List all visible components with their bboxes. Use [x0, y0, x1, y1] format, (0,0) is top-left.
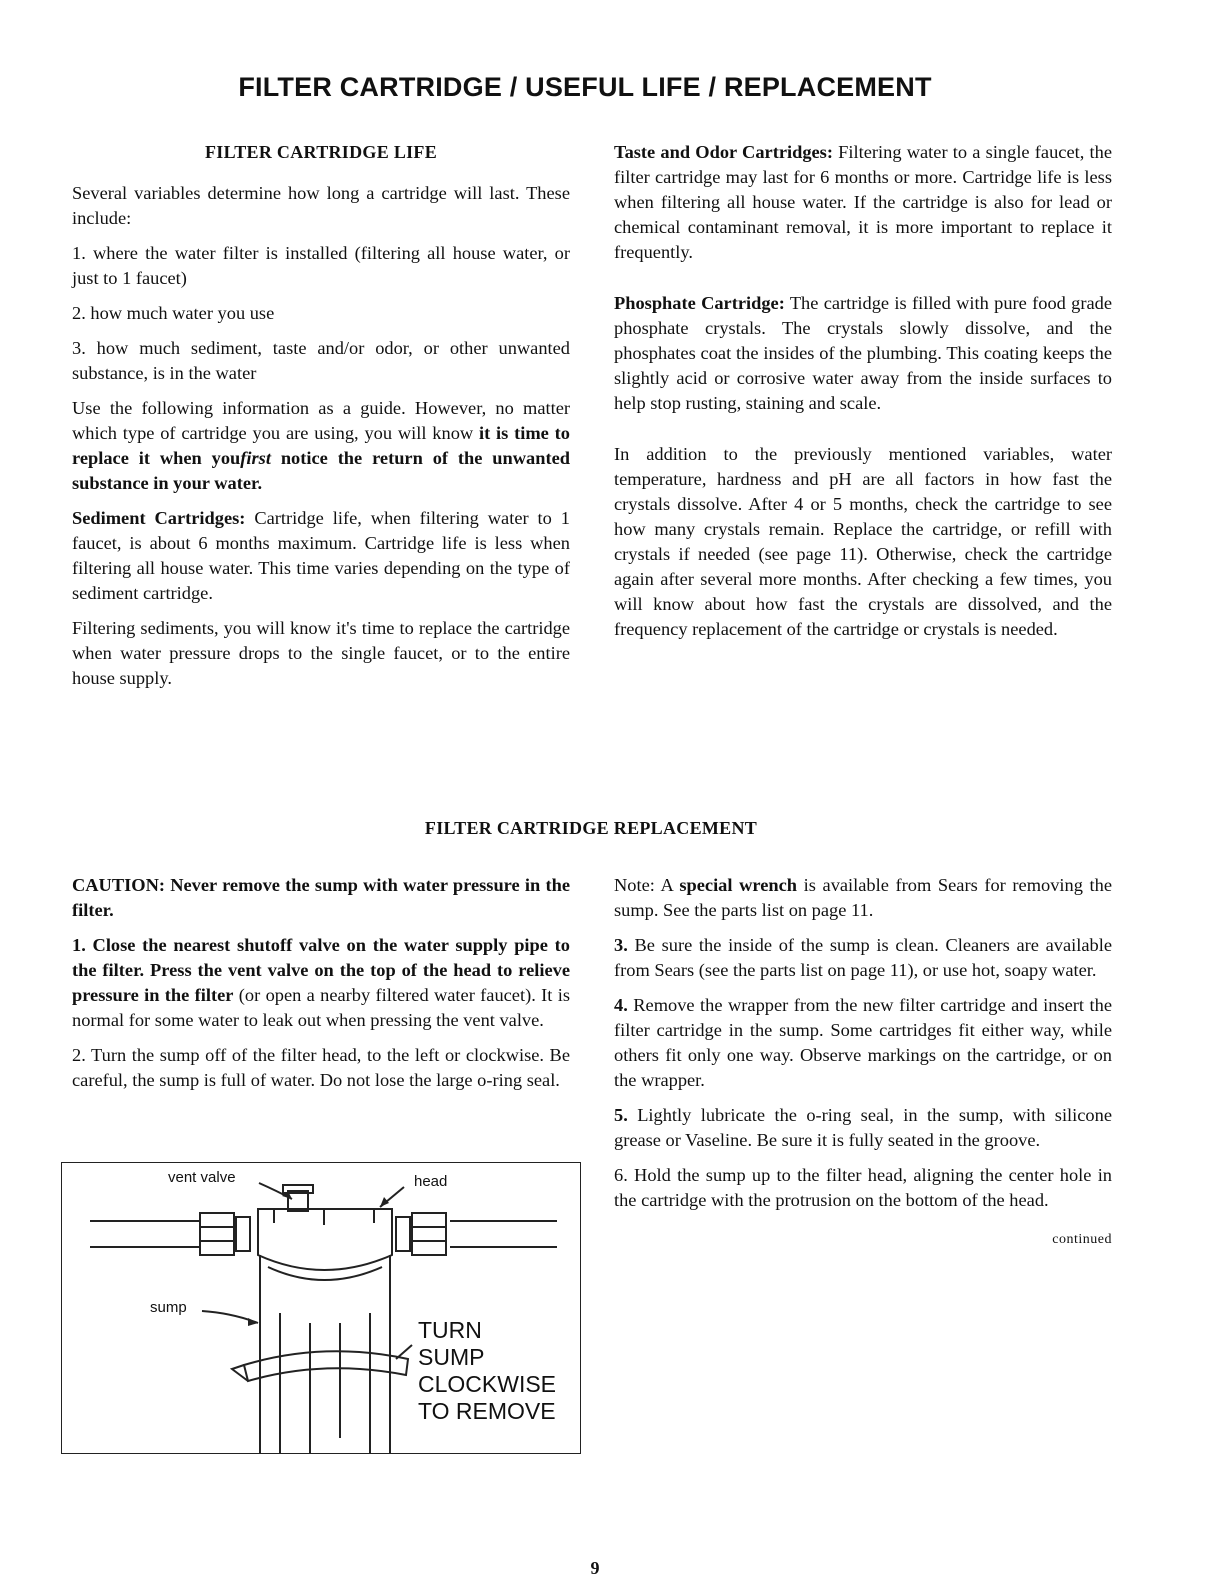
life-item-3: 3. how much sediment, taste and/or odor, or other unwanted substance, is in the water	[72, 338, 570, 383]
note-bold: special wrench	[679, 875, 798, 895]
sediment-paragraph	[72, 506, 570, 606]
replacement-heading: FILTER CARTRIDGE REPLACEMENT	[424, 818, 758, 838]
step-5	[614, 1103, 1112, 1153]
step-3-text: Be sure the inside of the sump is clean. Cleaners are available from Sears (see the parts list on page 11), or use hot, soapy water.	[614, 935, 1112, 980]
guide-bold-italic: first	[240, 448, 271, 468]
step-3	[614, 933, 1112, 983]
turn-line-2: SUMP	[418, 1344, 485, 1370]
step-1-text: (or open a nearby filtered water faucet). It is normal for some water to leak out when pressing the vent valve.	[72, 985, 570, 1030]
caution	[72, 873, 570, 923]
guide-bold-b: notice the return of the unwanted substance in your water.	[72, 448, 570, 493]
life-item-1: 1. where the water filter is installed (filtering all house water, or just to 1 faucet)	[72, 243, 570, 288]
step-6-text: Hold the sump up to the filter head, aligning the center hole in the cartridge with the protrusion on the bottom of the head.	[614, 1165, 1112, 1210]
step-6-num: 6.	[614, 1165, 628, 1185]
life-guide	[72, 396, 570, 496]
taste-paragraph	[614, 140, 1112, 265]
step-2	[72, 1043, 570, 1093]
label-vent-valve: vent valve	[168, 1169, 236, 1186]
turn-line-1: TURN	[418, 1317, 482, 1343]
step-2-text: Turn the sump off of the filter head, to the left or clockwise. Be careful, the sump is full of water. Do not lose the large o-ring seal.	[72, 1045, 570, 1090]
step-5-num: 5.	[614, 1105, 628, 1125]
sediment-text: Cartridge life, when filtering water to 1 faucet, is about 6 months maximum. Cartridge life is less when filtering all house water. This time varies depending on the type of sediment cartridge.	[72, 508, 570, 603]
phosphate-text: The cartridge is filled with pure food grade phosphate crystals. The crystals slowly dissolve, and the phosphates coat the insides of the plumbing. This coating keeps the slightly acid or corrosive water away from the inside surfaces to help stop rusting, staining and scale.	[614, 293, 1112, 413]
page-number: 9	[590, 1558, 600, 1578]
step-1-bold: 1. Close the nearest shutoff valve on the water supply pipe to the filter. Press the vent valve on the top of the head to relieve pressure in the filter	[72, 935, 570, 1005]
life-item-2: 2. how much water you use	[72, 303, 275, 323]
life-heading: FILTER CARTRIDGE LIFE	[204, 142, 438, 162]
replacement-right-column	[614, 873, 1112, 1252]
guide-bold-a: it is time to replace it when you	[72, 423, 570, 468]
additional-paragraph: In addition to the previously mentioned variables, water temperature, hardness and pH are all factors in how fast the crystals dissolve. After 4 or 5 months, check the cartridge to see how many crystals remain. Replace the cartridge, or refill with crystals if needed (see page 11). Otherwise, check the cartridge again after several more months. After checking a few times, you will know about how fast the crystals are dissolved, and the frequency replacement of the cartridge or crystals is needed.	[614, 444, 1112, 639]
step-2-num: 2.	[72, 1045, 86, 1065]
taste-text: Filtering water to a single faucet, the filter cartridge may last for 6 months or more. Cartridge life is less when filtering all house water. If the cartridge is also for lead or chemical contaminant removal, it is more important to replace it frequently.	[614, 142, 1113, 262]
turn-instruction	[418, 1317, 556, 1425]
step-1	[72, 933, 570, 1033]
page-title: FILTER CARTRIDGE / USEFUL LIFE / REPLACEMENT	[238, 72, 932, 102]
turn-line-3: CLOCKWISE	[418, 1371, 557, 1397]
step-4	[614, 993, 1112, 1093]
taste-label: Taste and Odor Cartridges:	[614, 142, 833, 162]
note-text-a: Note: A	[614, 875, 680, 895]
sump-diagram	[61, 1162, 581, 1454]
step-4-text: Remove the wrapper from the new filter cartridge and insert the filter cartridge in the sump. Some cartridges fit either way, while others fit only one way. Observe markings on the cartridge, or on the wrapper.	[614, 995, 1112, 1090]
life-intro: Several variables determine how long a cartridge will last. These include:	[72, 183, 570, 228]
step-3-num: 3.	[614, 935, 628, 955]
note-text-b: is available from Sears for removing the sump. See the parts list on page 11.	[614, 875, 1112, 920]
label-sump: sump	[150, 1299, 187, 1316]
step-4-num: 4.	[614, 995, 628, 1015]
label-head: head	[414, 1173, 448, 1190]
sediment-label: Sediment Cartridges:	[72, 508, 246, 528]
sediment-pressure: Filtering sediments, you will know it's time to replace the cartridge when water pressure drops to the single faucet, or to the entire house supply.	[72, 618, 570, 688]
life-left-column	[72, 140, 570, 701]
step-5-text: Lightly lubricate the o-ring seal, in the sump, with silicone grease or Vaseline. Be sure it is fully seated in the groove.	[614, 1105, 1112, 1150]
phosphate-paragraph	[614, 291, 1112, 416]
continued-note: continued	[1052, 1232, 1112, 1247]
phosphate-label: Phosphate Cartridge:	[614, 293, 785, 313]
life-right-column	[614, 140, 1112, 652]
guide-text: Use the following information as a guide. However, no matter which type of cartridge you are using, you will know	[72, 398, 570, 443]
replacement-left-column	[72, 873, 570, 1103]
step-6	[614, 1163, 1112, 1213]
turn-line-4: TO REMOVE	[418, 1398, 556, 1424]
wrench-note	[614, 873, 1112, 923]
caution-text: CAUTION: Never remove the sump with water pressure in the filter.	[72, 875, 570, 920]
